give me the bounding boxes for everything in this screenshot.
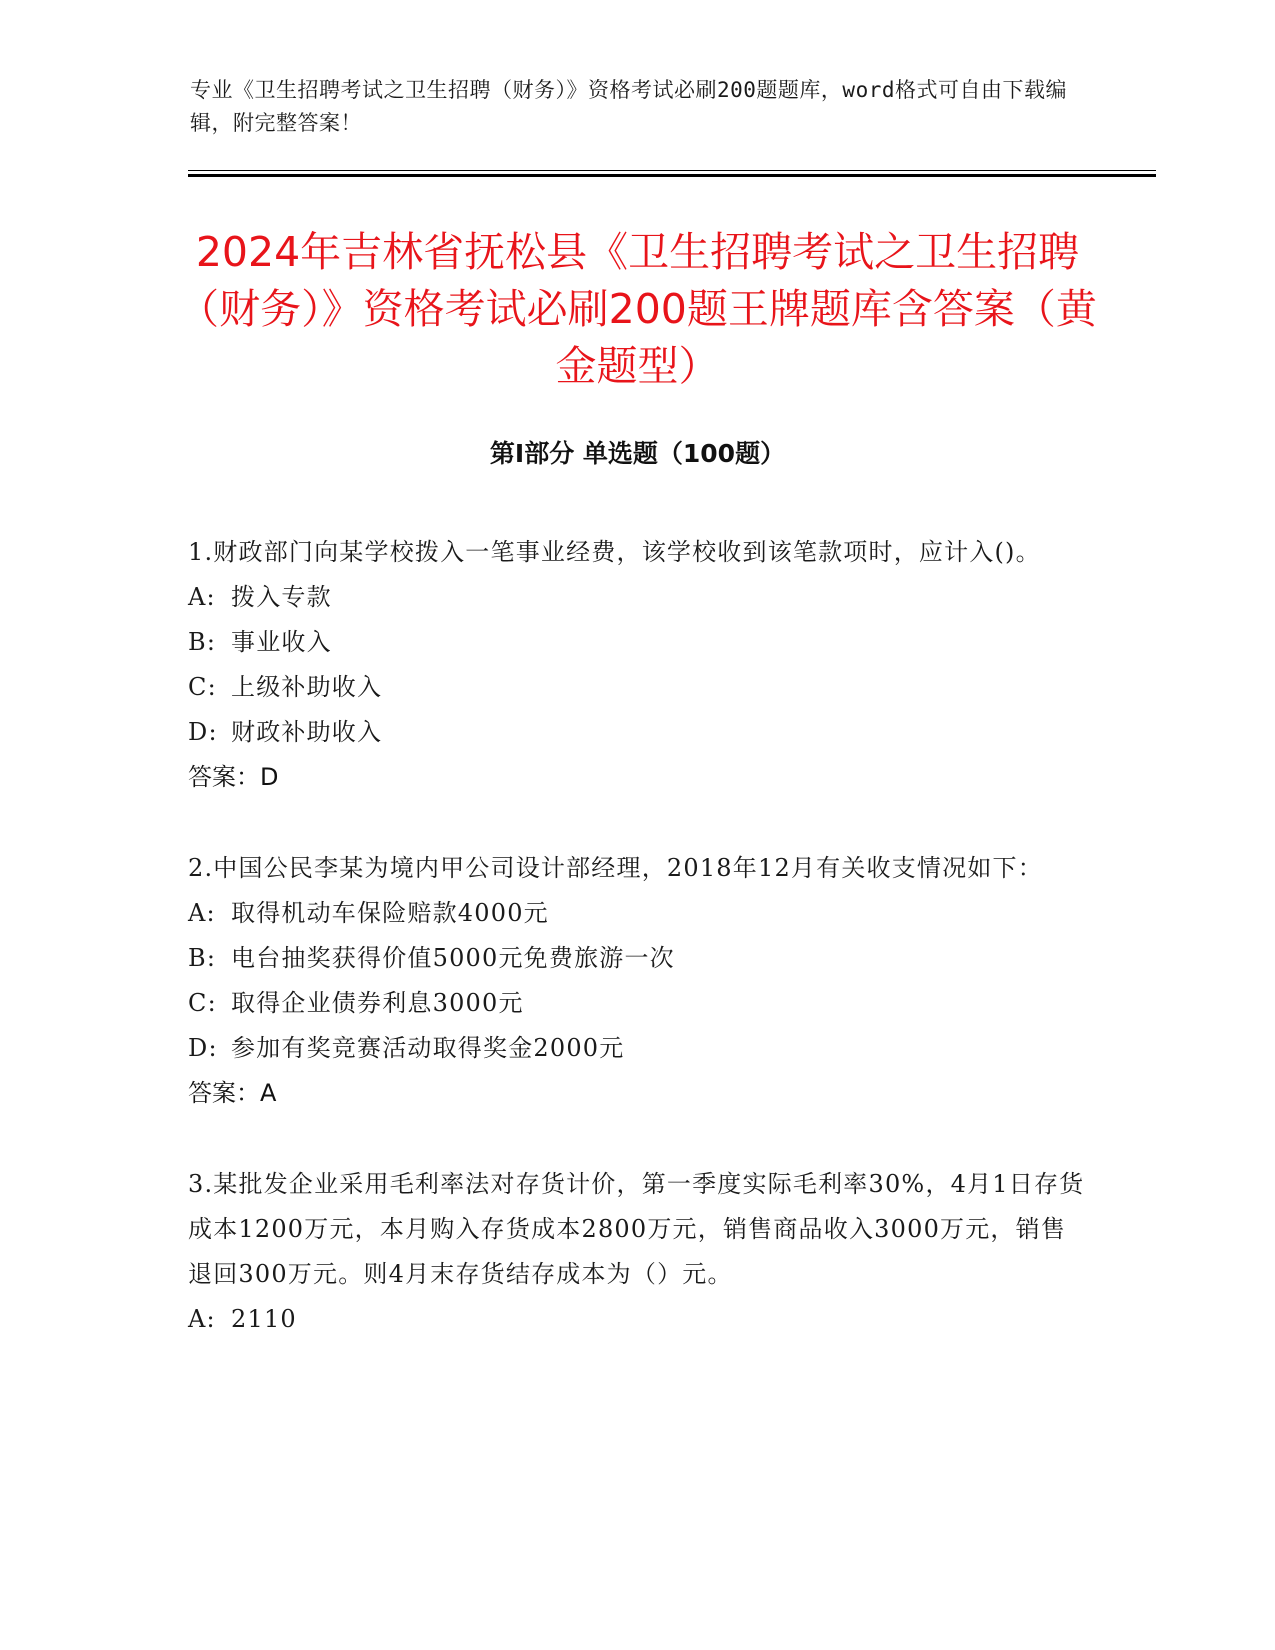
question-3	[188, 1162, 1088, 1342]
document-title: 2024年吉林省抚松县《卫生招聘考试之卫生招聘（财务）》资格考试必刷200题王牌题库含答案（黄金题型）	[178, 228, 1097, 390]
question-stem: 2.中国公民李某为境内甲公司设计部经理，2018年12月有关收支情况如下：	[188, 854, 1043, 882]
option-d	[188, 1026, 1088, 1071]
option-c	[188, 665, 1088, 710]
option-key: A:	[188, 1305, 216, 1333]
option-text: 事业收入	[231, 628, 332, 656]
option-text: 参加有奖竞赛活动取得奖金2000元	[231, 1034, 625, 1062]
option-key: C:	[188, 989, 217, 1017]
question-1	[188, 530, 1088, 800]
answer-label: 答案：D	[188, 763, 279, 791]
option-text: 拨入专款	[231, 583, 332, 611]
option-key: A:	[188, 899, 216, 927]
option-a	[188, 575, 1088, 620]
option-text: 2110	[231, 1305, 297, 1333]
option-key: C:	[188, 673, 217, 701]
option-text: 取得机动车保险赔款4000元	[231, 899, 549, 927]
option-c	[188, 981, 1088, 1026]
option-text: 上级补助收入	[231, 673, 383, 701]
question-stem: 1.财政部门向某学校拨入一笔事业经费，该学校收到该笔款项时，应计入()。	[188, 538, 1041, 566]
option-b	[188, 936, 1088, 981]
question-list	[188, 530, 1088, 1388]
question-2	[188, 846, 1088, 1116]
option-a	[188, 891, 1088, 936]
option-text: 电台抽奖获得价值5000元免费旅游一次	[231, 944, 675, 972]
header-rule-thick	[188, 174, 1156, 177]
option-text: 取得企业债券利息3000元	[231, 989, 524, 1017]
section-title: 第I部分 单选题（100题）	[489, 439, 786, 468]
option-key: B:	[188, 944, 217, 972]
option-key: B:	[188, 628, 217, 656]
option-d	[188, 710, 1088, 755]
option-a	[188, 1297, 1088, 1342]
option-text: 财政补助收入	[231, 718, 383, 746]
answer-label: 答案：A	[188, 1079, 277, 1107]
option-key: D:	[188, 718, 218, 746]
header-note: 专业《卫生招聘考试之卫生招聘（财务）》资格考试必刷200题题库，word格式可自由下载编辑，附完整答案！	[190, 78, 1067, 135]
question-stem: 3.某批发企业采用毛利率法对存货计价，第一季度实际毛利率30%，4月1日存货成本1200万元，本月购入存货成本2800万元，销售商品收入3000万元，销售退回300万元。则4月末存货结存成本为（）元。	[188, 1170, 1085, 1288]
option-b	[188, 620, 1088, 665]
option-key: A:	[188, 583, 216, 611]
option-key: D:	[188, 1034, 218, 1062]
header-rule-thin	[188, 170, 1156, 171]
